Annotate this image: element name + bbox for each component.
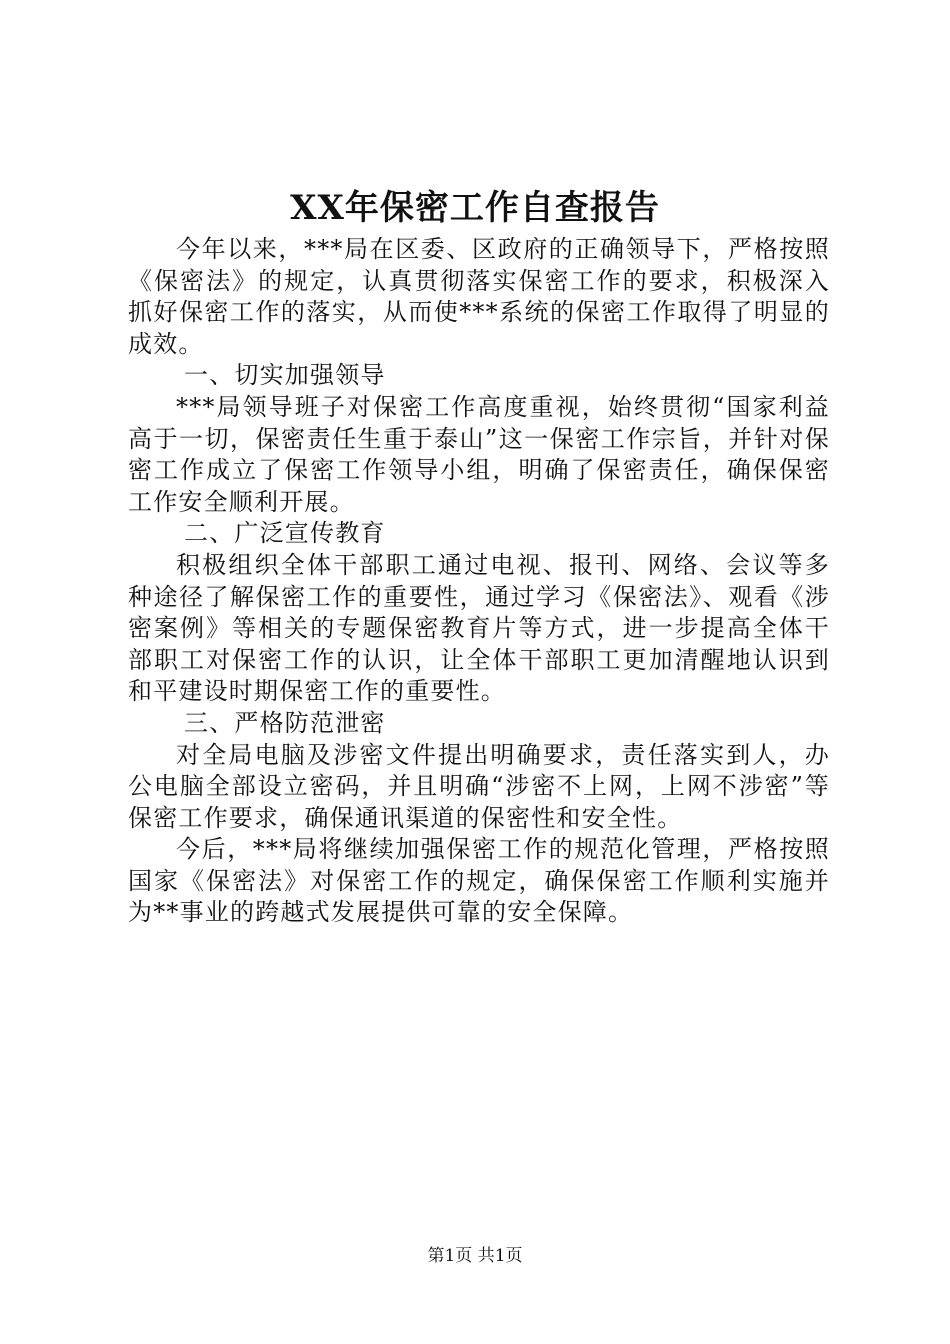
section-paragraph-2: 积极组织全体干部职工通过电视、报刊、网络、会议等多种途径了解保密工作的重要性，通过学习《保密法》、观看《涉密案例》等相关的专题保密教育片等方式，进一步提高全体干部职工对保密工作的认识，让全体干部职工更加清醒地认识到和平建设时期保密工作的重要性。 — [128, 550, 830, 706]
section-paragraph-3: 对全局电脑及涉密文件提出明确要求，责任落实到人，办公电脑全部设立密码，并且明确“涉密不上网，上网不涉密”等保密工作要求，确保通讯渠道的保密性和安全性。 — [128, 740, 830, 832]
section-heading-1: 一、切实加强领导 — [184, 361, 386, 390]
document-body — [128, 234, 830, 929]
section-heading-3: 三、严格防范泄密 — [184, 708, 386, 737]
closing-paragraph: 今后，***局将继续加强保密工作的规范化管理，严格按照国家《保密法》对保密工作的规定，确保保密工作顺利实施并为**事业的跨越式发展提供可靠的安全保障。 — [128, 835, 830, 927]
page-footer: 第1页 共1页 — [427, 1246, 523, 1266]
document-title: XX年保密工作自查报告 — [290, 188, 660, 228]
section-paragraph-1: ***局领导班子对保密工作高度重视，始终贯彻“国家利益高于一切，保密责任生重于泰山”这一保密工作宗旨，并针对保密工作成立了保密工作领导小组，明确了保密责任，确保保密工作安全顺利开展。 — [128, 392, 830, 516]
intro-paragraph: 今年以来，***局在区委、区政府的正确领导下，严格按照《保密法》的规定，认真贯彻落实保密工作的要求，积极深入抓好保密工作的落实，从而使***系统的保密工作取得了明显的成效。 — [128, 235, 830, 358]
section-heading-2: 二、广泛宣传教育 — [184, 519, 386, 548]
